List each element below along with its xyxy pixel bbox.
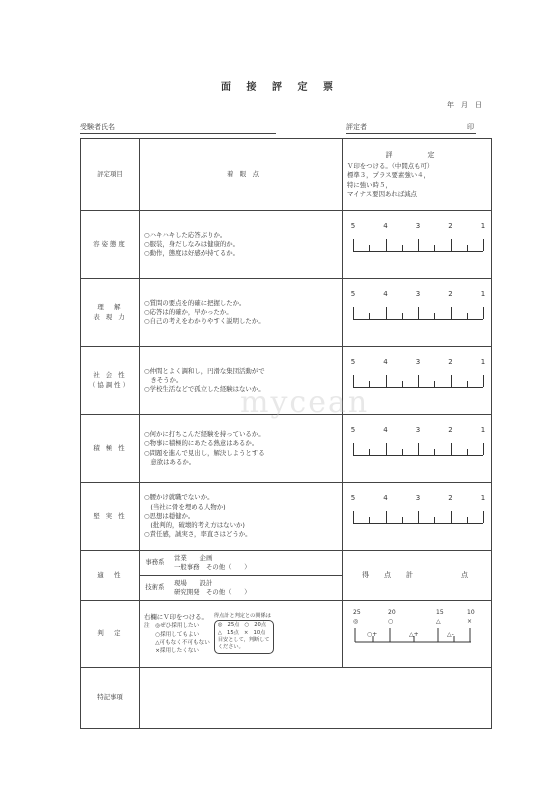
tech-options[interactable]: 現場 設計: [174, 578, 213, 587]
scale-tick: [353, 443, 354, 455]
rating-viewpoints: [140, 279, 343, 347]
rating-row: [81, 279, 492, 347]
evaluation-table: [80, 138, 492, 729]
judgment-scale-mark: △: [436, 618, 441, 625]
scale-number: 3: [415, 289, 421, 298]
remarks-row: [81, 668, 492, 729]
viewpoint-line: ○責任感，誠実さ，率直さはどうか。: [144, 530, 252, 539]
rating-scale-cell[interactable]: [343, 483, 492, 551]
scale-number: 3: [415, 425, 421, 434]
rating-item-label: [81, 483, 140, 551]
scale-mid-tick: [402, 245, 403, 251]
office-options[interactable]: 営業 企画: [174, 553, 213, 562]
judgment-label: 判 定: [81, 601, 140, 668]
score-total-label: 得 点 計: [362, 571, 417, 580]
scale-number: 1: [480, 493, 486, 502]
scale-tick: [353, 511, 354, 523]
judgment-row: [81, 601, 492, 668]
header-eval-note: 特に強い時５，: [347, 180, 392, 189]
scale-tick: [386, 375, 387, 387]
rating-viewpoints: [140, 483, 343, 551]
scale-tick: [483, 375, 484, 387]
scale-mid-tick: [369, 313, 370, 319]
scale-mid-tick: [467, 449, 468, 455]
scale-number: 5: [350, 425, 356, 434]
viewpoint-line: ○服装，身だしなみは健康的か。: [144, 239, 240, 248]
remarks-label: 特記事項: [81, 668, 140, 729]
scale-tick: [386, 239, 387, 251]
scale-number: 2: [448, 289, 453, 298]
scale-tick: [451, 375, 452, 387]
scale-tick: [418, 511, 419, 523]
scale-number: 2: [448, 221, 453, 230]
page-title: 面 接 評 定 票: [221, 82, 339, 93]
scale-mid-tick: [369, 517, 370, 523]
judgment-note: ○採用してもよい: [144, 631, 200, 638]
rater-label: 評定者: [346, 123, 367, 131]
scale-number: 4: [383, 289, 388, 298]
rating-scale[interactable]: [353, 305, 483, 320]
seal-label: 印: [467, 123, 474, 131]
scale-number: 4: [383, 493, 388, 502]
viewpoint-line: ○ハキハキした応答ぶりか。: [144, 230, 227, 239]
rating-item-label-line: 理 解: [97, 303, 123, 312]
rating-item-label: [81, 211, 140, 279]
scale-tick: [418, 375, 419, 387]
viewpoint-line: ○動作，態度は好感が持てるか。: [144, 249, 240, 258]
rating-rows: [81, 211, 492, 551]
scale-number: 4: [383, 221, 388, 230]
category-tech: 技術系: [145, 583, 165, 592]
header-eval-note: マイナス要因あれば減点: [347, 189, 417, 198]
scale-mid-tick: [434, 517, 435, 523]
judgment-scale-cell[interactable]: [343, 601, 492, 668]
viewpoint-line: ○物事に積極的にあたる熱意はあるか。: [144, 439, 259, 448]
judgment-scale-mark: ×: [467, 618, 473, 625]
scale-number: 2: [448, 357, 453, 366]
scale-number: 1: [480, 289, 486, 298]
header-evaluation: [343, 139, 492, 211]
scale-number: 3: [415, 357, 421, 366]
rating-item-label: [81, 347, 140, 415]
remarks-field[interactable]: [140, 668, 492, 729]
scale-tick: [451, 307, 452, 319]
rating-scale[interactable]: [353, 373, 483, 388]
scale-number: 5: [350, 357, 356, 366]
scale-number: 1: [480, 425, 486, 434]
scale-mid-tick: [402, 381, 403, 387]
scale-number: 2: [448, 493, 453, 502]
rating-row: [81, 211, 492, 279]
viewpoint-line: ○学校生活などで孤立した経験はないか。: [144, 385, 265, 394]
scale-mid-tick: [369, 449, 370, 455]
scale-tick: [386, 511, 387, 523]
relation-title: 得点計と判定との関係は: [213, 613, 271, 620]
scale-mid-tick: [467, 245, 468, 251]
rating-scale-cell[interactable]: [343, 279, 492, 347]
viewpoint-line: ○応答は的確か，早かったか。: [144, 307, 233, 316]
viewpoint-line: 意欲はあるか。: [144, 457, 196, 466]
scale-tick: [483, 511, 484, 523]
scale-tick: [353, 239, 354, 251]
rating-scale[interactable]: [353, 237, 483, 252]
scale-tick: [386, 443, 387, 455]
judgment-notes-cell: [140, 601, 343, 668]
scale-number: 3: [415, 221, 421, 230]
viewpoint-line: ○腰かけ就職でないか。: [144, 493, 214, 502]
aptitude-row: [81, 551, 492, 576]
scale-number: 5: [350, 493, 356, 502]
rating-item-label-line: 表 現 力: [93, 312, 127, 321]
rating-viewpoints: [140, 211, 343, 279]
viewpoint-line: ○問題を進んで見出し，解決しようとする: [144, 448, 265, 457]
judgment-scale-num: 15: [436, 609, 444, 616]
scale-tick: [483, 239, 484, 251]
viewpoint-line: きそうか。: [144, 375, 183, 384]
scale-number: 4: [383, 425, 388, 434]
relation-line: ください。: [217, 644, 244, 651]
scale-mid-tick: [434, 245, 435, 251]
score-total-cell[interactable]: [343, 551, 492, 601]
scale-number: 1: [480, 357, 486, 366]
score-unit: 点: [461, 571, 472, 580]
header-row: [81, 139, 492, 211]
rating-scale-cell[interactable]: [343, 211, 492, 279]
rating-item-label-line: 社 会 性: [93, 371, 127, 380]
rating-row: [81, 483, 492, 551]
scale-number: 5: [350, 289, 356, 298]
viewpoint-line: ○仲間とよく調和し，円滑な集団活動がで: [144, 366, 265, 375]
judgment-scale-mark: ◎: [353, 618, 359, 625]
rating-scale[interactable]: [353, 509, 483, 524]
scale-tick: [353, 307, 354, 319]
rater-field[interactable]: [346, 122, 476, 134]
rating-item-label: [81, 279, 140, 347]
rating-item-label-line: 積 極 性: [93, 443, 127, 452]
judgment-scale-mid: △-: [447, 631, 454, 638]
judgment-scale-num: 20: [388, 609, 396, 616]
judgment-scale-mark: ○: [388, 618, 394, 625]
judgment-scale-num: 25: [353, 609, 361, 616]
scale-mid-tick: [467, 517, 468, 523]
scale-tick: [451, 511, 452, 523]
viewpoint-line: (当社に骨を埋める人物か): [144, 502, 226, 511]
rating-viewpoints: [140, 415, 343, 483]
judgment-scale-mid: ○+: [367, 631, 378, 638]
scale-mid-tick: [467, 313, 468, 319]
applicant-name-field[interactable]: [80, 122, 276, 134]
aptitude-label: 適 性: [81, 551, 140, 601]
header-eval-title: 評 定: [385, 150, 449, 159]
judgment-scale-num: 10: [467, 609, 475, 616]
scale-mid-tick: [434, 381, 435, 387]
relation-line: ◎ 25点 ○ 20点: [217, 622, 267, 629]
header-eval-note: Ｖ印をつける。（中間点も可）: [347, 162, 434, 170]
rating-scale[interactable]: [353, 441, 483, 456]
scale-mid-tick: [402, 517, 403, 523]
judgment-scale-mid: △+: [409, 631, 419, 638]
viewpoint-line: (批判的，破壊的考え方はないか): [144, 521, 245, 530]
relation-line: △ 15点 × 10点: [217, 629, 266, 636]
office-options[interactable]: 一般事務 その他（ ）: [174, 563, 251, 571]
scale-tick: [386, 307, 387, 319]
viewpoint-line: ○自己の考えをわかりやすく説明したか。: [144, 317, 265, 326]
scale-number: 4: [383, 357, 388, 366]
aptitude-office: [140, 551, 343, 576]
scale-mid-tick: [369, 245, 370, 251]
header-eval-note: 標準３，プラス要素強い４，: [347, 171, 430, 180]
header-item: 評定項目: [81, 139, 140, 211]
judgment-lead: 右欄にＶ印をつける。: [144, 613, 208, 622]
rating-item-label: [81, 415, 140, 483]
applicant-name-label: 受験者氏名: [80, 123, 115, 131]
judgment-scale[interactable]: [343, 604, 483, 664]
scale-mid-tick: [434, 313, 435, 319]
rating-item-label-line: （協調性）: [89, 380, 131, 389]
scale-tick: [483, 443, 484, 455]
scale-number: 5: [350, 221, 356, 230]
watermark: mycean: [240, 385, 370, 420]
viewpoint-line: ○何かに打ちこんだ経験を持っているか。: [144, 429, 265, 438]
rating-row: [81, 415, 492, 483]
viewpoint-line: ○思想は穏健か。: [144, 511, 195, 520]
scale-mid-tick: [402, 449, 403, 455]
scale-tick: [451, 443, 452, 455]
relation-line: 目安として，判断して: [217, 636, 270, 643]
scale-tick: [451, 239, 452, 251]
rating-scale-cell[interactable]: [343, 415, 492, 483]
scale-tick: [418, 239, 419, 251]
scale-tick: [418, 307, 419, 319]
scale-mid-tick: [369, 381, 370, 387]
scale-mid-tick: [402, 313, 403, 319]
rating-item-label-line: 堅 実 性: [93, 511, 127, 520]
scale-mid-tick: [434, 449, 435, 455]
judgment-note: 注 ◎ぜひ採用したい: [144, 623, 200, 630]
scale-mid-tick: [467, 381, 468, 387]
scale-tick: [418, 443, 419, 455]
rating-item-label-line: 容姿態度: [93, 239, 127, 248]
aptitude-tech: [140, 576, 343, 601]
category-office: 事務系: [145, 558, 165, 567]
scale-tick: [483, 307, 484, 319]
judgment-note: △可もなく不可もない: [144, 639, 210, 646]
scale-number: 3: [415, 493, 421, 502]
tech-options[interactable]: 研究開発 その他（ ）: [174, 588, 251, 596]
header-viewpoint: 着 眼 点: [140, 139, 343, 211]
scale-number: 1: [480, 221, 486, 230]
scale-number: 2: [448, 425, 453, 434]
judgment-note: ×採用したくない: [144, 647, 200, 654]
date-line: 年 月 日: [447, 101, 482, 109]
viewpoint-line: ○質問の要点を的確に把握したか。: [144, 298, 246, 307]
